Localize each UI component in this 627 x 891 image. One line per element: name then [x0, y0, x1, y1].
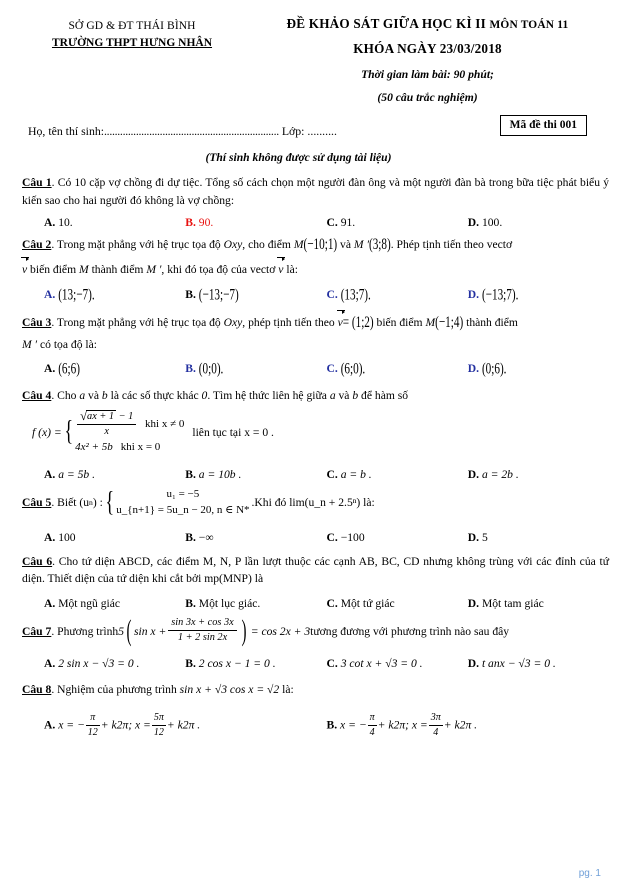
option-b-text: a = 10b .: [198, 467, 242, 481]
question-3-m-coord: (−1;4): [435, 313, 464, 332]
question-7-stem: [22, 614, 609, 648]
question-4-text-5: và: [335, 389, 353, 403]
option-c-letter: C.: [326, 530, 338, 544]
question-5-recurrence: [116, 487, 249, 519]
sqrt-icon: √: [80, 409, 88, 424]
option-d[interactable]: [467, 360, 609, 379]
question-4-var-b2: b: [352, 389, 359, 403]
option-a-text: (6;6): [58, 360, 80, 379]
option-a[interactable]: [44, 286, 185, 304]
question-5-subscript: n: [89, 498, 93, 508]
option-a[interactable]: [44, 597, 185, 610]
option-a-fraction-2: [152, 712, 166, 738]
question-8: [22, 681, 609, 739]
question-3-vector-value: = (1;2): [342, 313, 374, 332]
option-a-text: 100: [58, 530, 76, 544]
option-a-letter: A.: [44, 467, 56, 481]
option-d[interactable]: [468, 216, 609, 229]
question-2-m-coord: (−10;1): [303, 236, 338, 254]
right-paren-icon: ): [241, 614, 247, 648]
question-3-point-mp: M ′: [22, 337, 38, 351]
option-a-pre: x = −: [58, 718, 85, 732]
option-c[interactable]: [327, 597, 468, 610]
option-d[interactable]: [468, 597, 609, 610]
question-2-text-3: và: [337, 238, 354, 252]
option-d[interactable]: [468, 468, 609, 481]
option-d[interactable]: [467, 286, 609, 304]
option-b-f2-den: 4: [429, 725, 443, 739]
exam-date: KHÓA NGÀY 23/03/2018: [353, 41, 502, 56]
question-3-stem: [22, 313, 609, 332]
question-8-text-1: . Nghiệm của phương trình: [51, 683, 180, 697]
left-brace-icon: {: [105, 486, 114, 518]
question-2-text-1: . Trong mặt phẳng với hệ trục tọa độ: [51, 238, 224, 252]
option-a-letter: A.: [44, 287, 56, 301]
left-paren-icon: (: [126, 614, 132, 648]
option-c-text: a = b .: [340, 467, 372, 481]
option-c-letter: C.: [326, 657, 338, 671]
school-info: [18, 16, 246, 49]
question-5: [22, 487, 609, 544]
option-a-letter: A.: [44, 530, 56, 544]
question-2-text-8: là:: [283, 263, 298, 277]
option-a[interactable]: [44, 216, 185, 229]
question-6-stem: [22, 553, 609, 588]
option-b-fraction-2: [429, 712, 443, 738]
option-c[interactable]: [327, 657, 468, 670]
left-brace-icon: {: [64, 416, 73, 448]
question-8-options: [22, 713, 609, 739]
question-7: [22, 614, 609, 671]
exam-question-count: (50 câu trắc nghiệm): [377, 91, 478, 104]
option-d[interactable]: [468, 531, 609, 544]
question-3-text-1: . Trong mặt phẳng với hệ trục tọa độ: [51, 315, 224, 329]
option-d-letter: D.: [467, 657, 480, 671]
option-b-text: 2 cos x − 1 = 0 .: [198, 657, 276, 671]
question-4-continuity-text: liên tục tại x = 0 .: [192, 425, 274, 439]
option-c[interactable]: [327, 531, 468, 544]
question-2-vector-1: v: [22, 260, 27, 279]
question-3: [22, 313, 609, 379]
option-c-letter: C.: [326, 362, 338, 376]
question-2-point-mp2: M ′: [146, 263, 162, 277]
question-4-text-6: để hàm số: [358, 389, 409, 403]
option-b-letter: B.: [185, 216, 196, 230]
question-2-stem: [22, 236, 609, 254]
question-8-text-2: là:: [279, 683, 294, 697]
option-d-letter: D.: [467, 362, 480, 376]
option-a-fraction-1: [86, 712, 100, 738]
question-3-options: [22, 360, 609, 379]
option-c-text: (13;7).: [340, 286, 371, 304]
option-d-text: (0;6).: [481, 360, 507, 379]
document-header: [0, 0, 627, 104]
question-7-label: Câu 7: [22, 625, 52, 639]
question-5-options: [22, 531, 609, 544]
question-6-options: [22, 597, 609, 610]
option-a-letter: A.: [44, 596, 56, 610]
option-b-letter: B.: [185, 596, 196, 610]
option-b[interactable]: [327, 713, 610, 739]
option-d-letter: D.: [467, 287, 480, 301]
option-d[interactable]: [468, 657, 609, 670]
question-1-label: Câu 1: [22, 176, 52, 189]
option-b-fraction-1: [368, 712, 377, 738]
question-4-radicand: ax + 1: [87, 411, 115, 423]
question-7-numerator: sin 3x + cos 3x: [171, 616, 234, 628]
question-4-var-a: a: [79, 389, 86, 403]
option-a[interactable]: [44, 713, 327, 739]
candidate-name-blank[interactable]: ..................................................................: [104, 124, 279, 138]
option-a-f2-num: 5π: [153, 712, 164, 724]
question-2-stem-line2: [22, 260, 609, 279]
option-a-f1-den: 12: [87, 726, 98, 738]
option-a-letter: A.: [44, 216, 56, 230]
option-c-letter: C.: [326, 596, 338, 610]
question-4-text-1: . Cho: [51, 389, 80, 403]
exam-title: [246, 16, 609, 32]
question-6-label: Câu 6: [22, 554, 53, 568]
option-b-text: 90.: [198, 216, 214, 230]
question-8-stem: [22, 681, 609, 699]
option-b[interactable]: [185, 216, 326, 229]
option-c-text: −100: [340, 530, 365, 544]
question-2-text-6: thành điểm: [88, 263, 147, 277]
option-b[interactable]: [185, 468, 326, 481]
option-b-letter: B.: [185, 657, 196, 671]
question-7-coefficient: 5: [118, 625, 124, 639]
question-7-text-1: . Phương trình: [51, 625, 119, 639]
option-a-letter: A.: [44, 718, 56, 732]
department-name: SỞ GD & ĐT THÁI BÌNH: [68, 20, 196, 32]
option-b-f1-num: π: [369, 712, 375, 724]
question-7-denominator: 1 + 2 sin 2x: [168, 630, 236, 644]
question-7-text-2: tương đương với phương trình nào sau đây: [310, 625, 510, 639]
question-2-mp-coord: (3;8): [368, 236, 391, 254]
question-4-denominator: x: [77, 424, 136, 438]
question-3-point-m: M: [425, 315, 436, 329]
question-2-text-7: , khi đó tọa độ của vectơ: [161, 263, 279, 277]
school-name: TRƯỜNG THPT HƯNG NHÂN: [51, 37, 213, 49]
option-c-text: 3 cot x + √3 = 0 .: [340, 657, 423, 671]
question-4: [22, 387, 609, 480]
option-d-letter: D.: [467, 467, 480, 481]
question-4-fraction: [77, 408, 136, 439]
option-d-text: 100.: [481, 216, 503, 230]
question-6: [22, 553, 609, 610]
question-2-oxy: Oxy: [223, 238, 243, 252]
question-4-piece-2: [75, 440, 184, 456]
question-6-text: . Cho tứ diện ABCD, các điểm M, N, P lần lượt thuộc các cạnh AB, BC, CD nhưng không trùng với các đỉnh của tứ diện. Thiết diện của tứ diện khi cắt bởi mp(MNP) là: [22, 554, 609, 586]
question-5-text-2: ) :: [92, 496, 103, 510]
option-b-letter: B.: [185, 362, 196, 376]
question-1-stem: [22, 174, 609, 209]
questions-list: [0, 174, 627, 739]
exam-duration: Thời gian làm bài: 90 phút;: [361, 68, 494, 81]
option-d-text: (−13;7).: [481, 286, 519, 304]
question-2-vector-2: v: [278, 260, 283, 279]
question-7-rhs: = cos 2x + 3: [250, 625, 311, 639]
question-3-text-4: thành điểm: [463, 315, 518, 329]
option-a[interactable]: [44, 468, 185, 481]
question-3-label: Câu 3: [22, 315, 52, 329]
option-a-f1-num: π: [90, 712, 96, 724]
question-1: [22, 174, 609, 229]
question-3-stem-line2: [22, 336, 609, 354]
exam-notice: (Thí sinh không được sử dụng tài liệu): [205, 151, 392, 164]
option-c[interactable]: [327, 468, 468, 481]
option-b-post: + k2π .: [443, 718, 478, 732]
option-c[interactable]: [326, 286, 468, 304]
option-b-text: −∞: [198, 530, 214, 544]
option-c[interactable]: [326, 360, 468, 379]
question-2-options: [22, 286, 609, 304]
question-4-text-2: và: [85, 389, 102, 403]
question-2: [22, 236, 609, 304]
option-c-letter: C.: [326, 467, 338, 481]
question-2-text-4: . Phép tịnh tiến theo vectơ: [390, 238, 513, 252]
question-4-condition-1: khi x ≠ 0: [145, 417, 185, 430]
option-a-text: 10.: [58, 216, 73, 230]
exam-code-box: Mã đề thi 001: [500, 115, 587, 136]
question-4-var-b: b: [101, 389, 108, 403]
option-d-text: 5: [481, 530, 488, 544]
question-3-oxy: Oxy: [223, 315, 243, 329]
option-b-letter: B.: [326, 718, 338, 732]
option-b[interactable]: [185, 657, 326, 670]
question-8-label: Câu 8: [22, 683, 52, 697]
option-b[interactable]: [185, 597, 326, 610]
option-b[interactable]: [185, 360, 326, 379]
option-a[interactable]: [44, 360, 185, 379]
option-b[interactable]: [185, 531, 326, 544]
option-b-text: Một lục giác.: [198, 596, 261, 610]
option-d-text: Một tam giác: [481, 596, 544, 610]
question-3-text-3: biến điểm: [373, 315, 426, 329]
question-2-label: Câu 2: [22, 238, 52, 252]
question-4-var-a2: a: [329, 389, 336, 403]
option-c-text: 91.: [340, 216, 356, 230]
option-b-pre: x = −: [340, 718, 367, 732]
question-4-piece-1: [75, 409, 184, 440]
option-d-letter: D.: [467, 596, 480, 610]
question-5-text-1: . Biết (u: [51, 496, 90, 510]
option-b-text: (0;0).: [198, 360, 224, 379]
question-8-equation: sin x + √3 cos x = √2: [179, 683, 280, 697]
option-a-letter: A.: [44, 657, 56, 671]
option-b-letter: B.: [185, 287, 196, 301]
question-3-text-5: có tọa độ là:: [37, 337, 97, 351]
question-1-options: [22, 216, 609, 229]
candidate-name-label: Họ, tên thí sinh:: [28, 124, 105, 138]
question-4-options: [22, 468, 609, 481]
question-4-piecewise: [75, 409, 184, 456]
option-c-letter: C.: [326, 216, 338, 230]
question-5-limit-text: .Khi đó lim(u_n + 2.5ⁿ) là:: [251, 496, 375, 510]
option-d-text: a = 2b .: [481, 467, 519, 481]
option-a-f2-den: 12: [152, 725, 166, 739]
option-a-text: Một ngũ giác: [58, 596, 121, 610]
option-c[interactable]: [327, 216, 468, 229]
option-d-letter: D.: [467, 530, 480, 544]
option-a-mid: + k2π; x =: [100, 718, 151, 732]
candidate-class-label: Lớp:: [281, 124, 305, 138]
question-2-text-5: biến điểm: [27, 263, 79, 277]
question-2-point-m2: M: [79, 263, 89, 277]
exam-title-block: [246, 16, 609, 104]
question-4-text-3: là các số thực khác: [107, 389, 202, 403]
question-2-point-m: M: [293, 238, 304, 252]
question-1-text: . Có 10 cặp vợ chồng đi dự tiệc. Tổng số cách chọn một người đàn ông và một người đàn bà trong bữa tiệc phát biểu ý kiến sao cho hai người đó không là vợ chồng:: [22, 176, 609, 207]
question-4-numerator: [77, 408, 136, 424]
exam-title-main: ĐỀ KHẢO SÁT GIỮA HỌC KÌ II: [286, 16, 486, 31]
question-7-fraction: [168, 617, 236, 645]
question-2-point-mp: M ′: [353, 238, 369, 252]
option-a[interactable]: [44, 657, 185, 670]
option-a-text: (13;−7).: [58, 286, 95, 304]
option-c-text: (6;0).: [340, 360, 366, 379]
option-b-letter: B.: [185, 530, 196, 544]
question-4-text-4: . Tìm hệ thức liên hệ giữa: [207, 389, 330, 403]
question-5-stem: [22, 487, 609, 519]
option-b-f1-den: 4: [368, 725, 377, 739]
option-c-text: Một tứ giác: [340, 596, 395, 610]
question-4-stem: [22, 387, 609, 405]
candidate-class-blank[interactable]: ..........: [307, 124, 337, 138]
option-a-text: 2 sin x − √3 = 0 .: [58, 657, 140, 671]
question-3-vector: v: [338, 313, 343, 332]
option-a[interactable]: [44, 531, 185, 544]
page-number: pg. 1: [578, 868, 601, 879]
question-5-recursive-rule: u_{n+1} = 5u_n − 20, n ∈ N*: [116, 503, 250, 516]
question-5-initial-term: u₁ = −5: [166, 487, 200, 500]
option-b-mid: + k2π; x =: [377, 718, 428, 732]
exam-title-subject: MÔN TOÁN 11: [489, 19, 569, 31]
question-4-num-tail: − 1: [116, 411, 134, 423]
option-b-text: (−13;−7): [198, 286, 239, 304]
question-4-expr-2: 4x² + 5b: [75, 440, 113, 453]
question-4-function-lhs: f (x) =: [32, 425, 62, 439]
option-b-f2-num: 3π: [430, 712, 441, 724]
question-7-inner-lhs: sin x +: [133, 625, 167, 639]
option-a-letter: A.: [44, 362, 56, 376]
candidate-row: [0, 121, 627, 145]
option-a-post: + k2π .: [166, 718, 201, 732]
question-2-text-2: , cho điểm: [242, 238, 294, 252]
question-5-label: Câu 5: [22, 496, 52, 510]
option-b-letter: B.: [185, 467, 196, 481]
question-4-formula: [22, 409, 609, 456]
question-3-text-2: , phép tịnh tiến theo: [242, 315, 338, 329]
question-4-condition-2: khi x = 0: [120, 440, 161, 453]
option-d-letter: D.: [467, 216, 480, 230]
question-4-label: Câu 4: [22, 389, 52, 403]
question-4-zero: 0: [201, 389, 208, 403]
option-b[interactable]: [185, 286, 326, 304]
option-a-text: a = 5b .: [58, 467, 95, 481]
option-d-text: t anx − √3 = 0 .: [481, 657, 556, 671]
question-7-options: [22, 657, 609, 670]
option-c-letter: C.: [326, 287, 338, 301]
